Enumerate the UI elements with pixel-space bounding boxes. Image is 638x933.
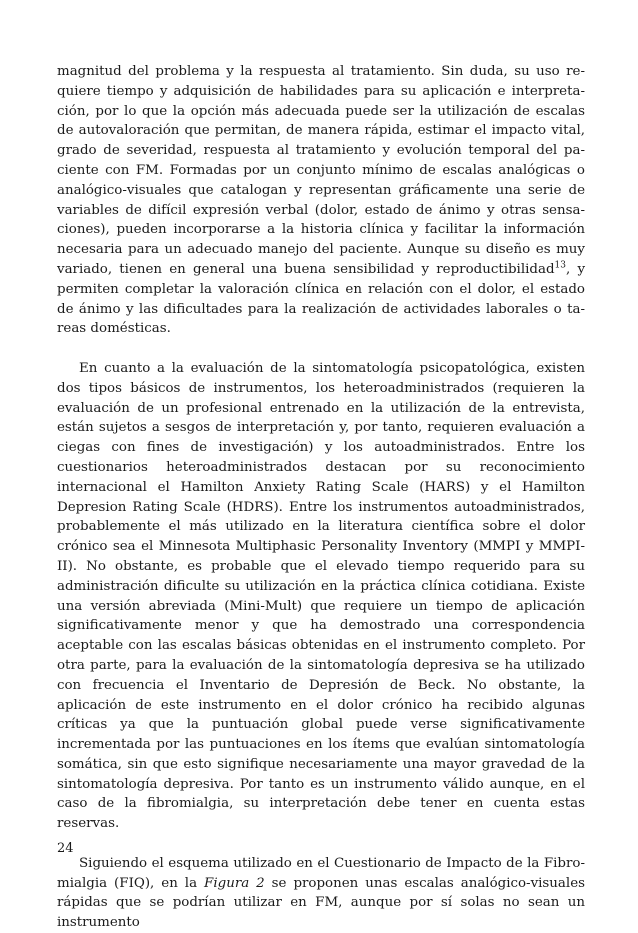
paragraph-3-text-end: se proponen unas escalas analógico-visuales rápidas que se podrían utilizar en FM, aunque por sí solas no sean un instrumento	[57, 875, 585, 931]
figure-reference: Figura 2	[204, 875, 265, 891]
document-body	[57, 62, 585, 933]
paragraph-3	[57, 854, 585, 933]
page-number: 24	[57, 841, 74, 856]
paragraph-1-text-end: , y permiten completar la valoración clínica en relación con el dolor, el estado de ánimo y las dificultades para la realización de actividades laborales o tareas domésticas.	[57, 261, 586, 337]
paragraph-3-text: Siguiendo el esquema utilizado en el Cuestionario de Impacto de la Fibromialgia (FIQ), en la	[57, 855, 585, 891]
paragraph-1-text: magnitud del problema y la respuesta al tratamiento. Sin duda, su uso requiere tiempo y adquisición de habilidades para su aplicación e interpretación, por lo que la opción más adecuada puede ser la utilización de escalas de autovaloración que permitan, de manera rápida, estimar el impacto vital, grado de severidad, respuesta al tratamiento y evolución temporal del paciente con FM. Formadas por un conjunto mínimo de escalas analógicas o analógico-visuales que catalogan y representan gráficamente una serie de variables de difícil expresión verbal (dolor, estado de ánimo y otras sensaciones), pueden incorporarse a la historia clínica y facilitar la información necesaria para un adecuado manejo del paciente. Aunque su diseño es muy variado, tienen en general una buena sensibilidad y reproductibilidad	[57, 64, 585, 277]
footnote-reference: 13	[554, 260, 566, 271]
paragraph-1	[57, 62, 585, 339]
paragraph-2: En cuanto a la evaluación de la sintomatología psicopatológica, existen dos tipos básicos de instrumentos, los heteroadministrados (requieren la evaluación de un profesional entrenado en la utilización de la entrevista, están sujetos a sesgos de interpretación y, por tanto, requieren evaluación a ciegas con fines de investigación) y los autoadministrados. Entre los cuestionarios heteroadministrados destacan por su reconocimiento internacional el Hamilton Anxiety Rating Scale (HARS) y el Hamilton Depresion Rating Scale (HDRS). Entre los instrumentos autoadministrados, probablemente el más utilizado en la literatura científica sobre el dolor crónico sea el Minnesota Multiphasic Personality Inventory (MMPI y MMPI-II). No obstante, es probable que el elevado tiempo requerido para su administración dificulte su utilización en la práctica clínica cotidiana. Existe una versión abreviada (Mini-Mult) que requiere un tiempo de aplicación significativamente menor y que ha demostrado una correspondencia aceptable con las escalas básicas obtenidas en el instrumento completo. Por otra parte, para la evaluación de la sintomatología depresiva se ha utilizado con frecuencia el Inventario de Depresión de Beck. No obstante, la aplicación de este instrumento en el dolor crónico ha recibido algunas críticas ya que la puntuación global puede verse significativamente incrementada por las puntuaciones en los ítems que evalúan sintomatología somática, sin que esto signifique necesariamente una mayor gravedad de la sintomatología depresiva. Por tanto es un instrumento válido aunque, en el caso de la fibromialgia, su interpretación debe tener en cuenta estas reservas.	[57, 360, 585, 832]
